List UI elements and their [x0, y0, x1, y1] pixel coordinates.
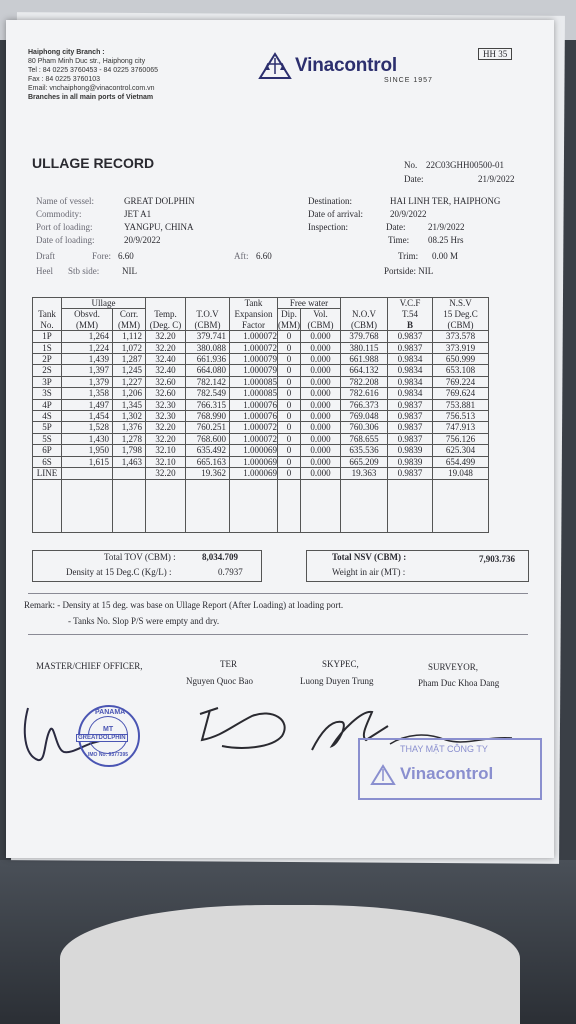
cell-tov: 782.549 — [186, 388, 230, 399]
header-cbm3: (CBM) — [341, 320, 388, 331]
cell-nov: 635.536 — [341, 445, 388, 456]
cell-dip: 0 — [278, 399, 301, 410]
cell-tank: LINE — [33, 468, 62, 479]
arrival-value: 20/9/2022 — [390, 209, 427, 219]
cell-factor: 1.000079 — [230, 354, 278, 365]
table-header-row-1 — [33, 298, 489, 309]
cell-vol: 0.000 — [301, 399, 341, 410]
table-row — [33, 365, 489, 376]
cell-vcf: 0.9839 — [388, 456, 433, 467]
cell-nov: 766.373 — [341, 399, 388, 410]
header-free-water: Free water — [278, 298, 341, 309]
vessel-value: GREAT DOLPHIN — [124, 196, 195, 206]
cell-vcf: 0.9834 — [388, 354, 433, 365]
cell-vol: 0.000 — [301, 456, 341, 467]
cell-vol: 0.000 — [301, 433, 341, 444]
aft-value: 6.60 — [256, 251, 272, 261]
cell-nov: 769.048 — [341, 411, 388, 422]
cell-tov: 766.315 — [186, 399, 230, 410]
cell-nov: 760.306 — [341, 422, 388, 433]
cell-tov: 380.088 — [186, 342, 230, 353]
header-tank: Tank — [33, 309, 62, 320]
cell-tank: 1P — [33, 331, 62, 342]
cell-nsv: 653.108 — [433, 365, 489, 376]
cell-dip: 0 — [278, 445, 301, 456]
cell-obsvd: 1,430 — [62, 433, 113, 444]
header-temp: Temp. — [146, 309, 186, 320]
cell-obsvd: 1,224 — [62, 342, 113, 353]
cell-nov: 380.115 — [341, 342, 388, 353]
table-row — [33, 376, 489, 387]
table-row — [33, 468, 489, 479]
insp-date-value: 21/9/2022 — [428, 222, 465, 232]
remark-line-2: - Tanks No. Slop P/S were empty and dry. — [68, 616, 220, 626]
cell-corr: 1,206 — [113, 388, 146, 399]
cell-factor: 1.000079 — [230, 365, 278, 376]
cell-corr: 1,245 — [113, 365, 146, 376]
table-row — [33, 422, 489, 433]
cell-vol: 0.000 — [301, 468, 341, 479]
cell-corr: 1,376 — [113, 422, 146, 433]
cell-factor: 1.000085 — [230, 388, 278, 399]
trim-value: 0.00 M — [432, 251, 459, 261]
header-cbm1: (CBM) — [186, 320, 230, 331]
stamp-mt: MT — [103, 726, 114, 733]
header-degc: (Deg. C) — [146, 320, 186, 331]
cell-vol: 0.000 — [301, 331, 341, 342]
cell-tov: 664.080 — [186, 365, 230, 376]
cell-temp: 32.40 — [146, 354, 186, 365]
cell-tov: 782.142 — [186, 376, 230, 387]
cell-obsvd: 1,379 — [62, 376, 113, 387]
cell-tov: 661.936 — [186, 354, 230, 365]
header-nov: N.O.V — [341, 309, 388, 320]
cell-temp: 32.10 — [146, 445, 186, 456]
cell-obsvd — [62, 468, 113, 479]
cell-temp: 32.30 — [146, 411, 186, 422]
cell-obsvd: 1,615 — [62, 456, 113, 467]
page-title: ULLAGE RECORD — [32, 155, 155, 171]
cell-corr: 1,798 — [113, 445, 146, 456]
table-row — [33, 456, 489, 467]
cell-dip: 0 — [278, 354, 301, 365]
cell-vol: 0.000 — [301, 411, 341, 422]
stamp-rect-brand: Vinacontrol — [400, 764, 494, 783]
cell-vol: 0.000 — [301, 445, 341, 456]
cell-tov: 768.990 — [186, 411, 230, 422]
doc-no-value: 22C03GHH00500-01 — [426, 160, 504, 170]
cell-vcf: 0.9834 — [388, 376, 433, 387]
doc-date-label: Date: — [404, 174, 424, 184]
table-row — [33, 411, 489, 422]
header-ullage: Ullage — [62, 298, 146, 309]
cell-dip: 0 — [278, 331, 301, 342]
header-temp-blank — [146, 298, 186, 309]
cell-corr: 1,072 — [113, 342, 146, 353]
cell-temp: 32.20 — [146, 468, 186, 479]
stamp-rect-top: THAY MẶT CÔNG TY — [400, 744, 488, 754]
header-t54: T.54 — [388, 309, 433, 320]
cell-dip: 0 — [278, 388, 301, 399]
stamp-panama: PANAMA — [95, 709, 126, 716]
table-row — [33, 433, 489, 444]
vinacontrol-stamp — [358, 738, 542, 800]
cell-vcf: 0.9837 — [388, 468, 433, 479]
cell-dip: 0 — [278, 376, 301, 387]
header-no: No. — [33, 320, 62, 331]
branch-title: Haiphong city Branch : — [28, 49, 105, 56]
table-row — [33, 445, 489, 456]
arrival-label: Date of arrival: — [308, 209, 363, 219]
ter-name: Nguyen Quoc Bao — [186, 676, 253, 686]
cell-nov: 768.655 — [341, 433, 388, 444]
cell-tank: 3S — [33, 388, 62, 399]
cell-factor: 1.000069 — [230, 445, 278, 456]
cell-nov: 19.363 — [341, 468, 388, 479]
stb-value: NIL — [122, 266, 137, 276]
header-tank-blank — [33, 298, 62, 309]
cell-obsvd: 1,497 — [62, 399, 113, 410]
port-label: Port of loading: — [36, 222, 93, 232]
cell-vcf: 0.9837 — [388, 399, 433, 410]
table-blank-row — [33, 479, 489, 532]
cell-temp: 32.30 — [146, 399, 186, 410]
ullage-table — [32, 297, 489, 533]
cell-vol: 0.000 — [301, 388, 341, 399]
portside-label: Portside: NIL — [384, 266, 434, 276]
skypec-name: Luong Duyen Trung — [300, 676, 374, 686]
header-corr: Corr. — [113, 309, 146, 320]
header-nov-blank — [341, 298, 388, 309]
cell-obsvd: 1,264 — [62, 331, 113, 342]
cell-tank: 5P — [33, 422, 62, 433]
cell-temp: 32.20 — [146, 422, 186, 433]
table-row — [33, 331, 489, 342]
cell-temp: 32.20 — [146, 433, 186, 444]
cell-vol: 0.000 — [301, 354, 341, 365]
cell-vcf: 0.9839 — [388, 445, 433, 456]
doc-date-value: 21/9/2022 — [478, 174, 515, 184]
table-row — [33, 342, 489, 353]
remark-divider-bottom — [28, 634, 528, 635]
density-label: Density at 15 Deg.C (Kg/L) : — [66, 567, 172, 577]
draft-label: Draft — [36, 251, 55, 261]
cell-corr: 1,463 — [113, 456, 146, 467]
cell-dip: 0 — [278, 422, 301, 433]
cell-factor: 1.000069 — [230, 468, 278, 479]
cell-vol: 0.000 — [301, 376, 341, 387]
vinacontrol-logo-icon — [258, 52, 292, 80]
cell-tank: 3P — [33, 376, 62, 387]
cell-nov: 664.132 — [341, 365, 388, 376]
aft-label: Aft: — [234, 251, 249, 261]
cell-factor: 1.000069 — [230, 456, 278, 467]
cell-corr: 1,227 — [113, 376, 146, 387]
table-header-row-2 — [33, 309, 489, 320]
cell-corr: 1,278 — [113, 433, 146, 444]
table-row — [33, 399, 489, 410]
header-dip: Dip. — [278, 309, 301, 320]
cell-vcf: 0.9837 — [388, 331, 433, 342]
header-b: B — [388, 320, 433, 331]
cell-vcf: 0.9834 — [388, 388, 433, 399]
cell-factor: 1.000076 — [230, 411, 278, 422]
surveyor-name: Pham Duc Khoa Dang — [418, 678, 500, 688]
cell-tank: 6P — [33, 445, 62, 456]
table-header-row-3 — [33, 320, 489, 331]
cell-obsvd: 1,358 — [62, 388, 113, 399]
header-obsvd: Obsvd. — [62, 309, 113, 320]
header-mm3: (MM) — [278, 319, 300, 330]
cell-corr: 1,345 — [113, 399, 146, 410]
header-nsv: N.S.V — [433, 298, 489, 309]
cell-tov: 19.362 — [186, 468, 230, 479]
cell-tank: 1S — [33, 342, 62, 353]
cell-dip: 0 — [278, 433, 301, 444]
cell-tank: 2P — [33, 354, 62, 365]
heel-label: Heel — [36, 266, 53, 276]
ter-label: TER — [220, 659, 237, 669]
header-cbm4: (CBM) — [433, 320, 489, 331]
brand-name: Vinacontrol — [295, 55, 397, 76]
total-tov-value: 8,034.709 — [202, 552, 238, 562]
cell-dip: 0 — [278, 456, 301, 467]
cell-obsvd: 1,397 — [62, 365, 113, 376]
destination-label: Destination: — [308, 196, 352, 206]
form-number: HH 35 — [478, 48, 512, 60]
header-cbm2: (CBM) — [301, 320, 341, 331]
total-tov-label: Total TOV (CBM) : — [104, 552, 176, 562]
branch-address: 80 Pham Minh Duc str., Haiphong city — [28, 58, 146, 65]
cell-vcf: 0.9837 — [388, 422, 433, 433]
cell-nov: 379.768 — [341, 331, 388, 342]
cell-tov: 635.492 — [186, 445, 230, 456]
cell-nsv: 654.499 — [433, 456, 489, 467]
cell-factor: 1.000072 — [230, 422, 278, 433]
cell-nsv: 747.913 — [433, 422, 489, 433]
cell-temp: 32.20 — [146, 342, 186, 353]
cell-temp: 32.60 — [146, 376, 186, 387]
cell-nov: 665.209 — [341, 456, 388, 467]
header-tov-blank — [186, 298, 230, 309]
master-label: MASTER/CHIEF OFFICER, — [36, 661, 143, 671]
header-mm2: (MM) — [113, 320, 146, 331]
insp-date-label: Date: — [386, 222, 406, 232]
cell-vcf: 0.9837 — [388, 433, 433, 444]
cell-dip: 0 — [278, 365, 301, 376]
fore-label: Fore: — [92, 251, 111, 261]
cell-vcf: 0.9834 — [388, 365, 433, 376]
brand-since: SINCE 1957 — [384, 77, 433, 84]
time-value: 08.25 Hrs — [428, 235, 464, 245]
cell-obsvd: 1,528 — [62, 422, 113, 433]
cell-tov: 768.600 — [186, 433, 230, 444]
vessel-label: Name of vessel: — [36, 196, 94, 206]
cell-tov: 665.163 — [186, 456, 230, 467]
branch-ports: Branches in all main ports of Vietnam — [28, 94, 154, 101]
cell-dip: 0 — [278, 342, 301, 353]
header-mm1: (MM) — [62, 320, 113, 331]
cell-tov: 760.251 — [186, 422, 230, 433]
density-value: 0.7937 — [218, 567, 243, 577]
trim-label: Trim: — [398, 251, 419, 261]
header-tov: T.O.V — [186, 309, 230, 320]
remark-line-1: Remark: - Density at 15 deg. was base on Ullage Report (After Loading) at loading port. — [24, 600, 344, 610]
cell-tank: 5S — [33, 433, 62, 444]
cell-temp: 32.60 — [146, 388, 186, 399]
cell-factor: 1.000072 — [230, 331, 278, 342]
stamp-imo: IMO No: 9377395 — [88, 752, 129, 758]
cell-nsv: 650.999 — [433, 354, 489, 365]
cell-nsv: 19.048 — [433, 468, 489, 479]
doc-no-label: No. — [404, 160, 418, 170]
cell-dip: 0 — [278, 468, 301, 479]
loading-date-value: 20/9/2022 — [124, 235, 161, 245]
table-row — [33, 388, 489, 399]
cell-obsvd: 1,439 — [62, 354, 113, 365]
cell-corr — [113, 468, 146, 479]
cell-nov: 782.616 — [341, 388, 388, 399]
cell-temp: 32.20 — [146, 331, 186, 342]
remark-divider-top — [28, 593, 528, 594]
cell-vol: 0.000 — [301, 422, 341, 433]
cell-tank: 4S — [33, 411, 62, 422]
cell-temp: 32.40 — [146, 365, 186, 376]
cell-factor: 1.000072 — [230, 433, 278, 444]
cell-factor: 1.000085 — [230, 376, 278, 387]
loading-date-label: Date of loading: — [36, 235, 95, 245]
table-row — [33, 354, 489, 365]
cell-obsvd: 1,950 — [62, 445, 113, 456]
cell-nsv: 769.224 — [433, 376, 489, 387]
cell-nsv: 753.881 — [433, 399, 489, 410]
total-nsv-value: 7,903.736 — [479, 554, 515, 564]
inspection-label: Inspection: — [308, 222, 348, 232]
cell-vol: 0.000 — [301, 365, 341, 376]
cell-nsv: 756.513 — [433, 411, 489, 422]
cell-obsvd: 1,454 — [62, 411, 113, 422]
cell-factor: 1.000076 — [230, 399, 278, 410]
cell-tank: 4P — [33, 399, 62, 410]
header-vol: Vol. — [301, 309, 341, 320]
cell-nsv: 769.624 — [433, 388, 489, 399]
cell-tov: 379.741 — [186, 331, 230, 342]
stamp-ship-name: GREATDOLPHIN — [78, 735, 126, 741]
ullage-rows — [33, 331, 489, 479]
cell-corr: 1,287 — [113, 354, 146, 365]
branch-block — [28, 48, 158, 102]
stamp-logo-icon — [370, 764, 396, 786]
cell-tank: 2S — [33, 365, 62, 376]
cell-nsv: 373.578 — [433, 331, 489, 342]
ter-signature-icon — [192, 696, 302, 756]
cell-nsv: 625.304 — [433, 445, 489, 456]
cell-vcf: 0.9837 — [388, 411, 433, 422]
branch-tel: Tel : 84 0225 3760453 - 84 0225 3760065 — [28, 67, 159, 74]
branch-email: Email: vnchaiphong@vinacontrol.com.vn — [28, 85, 155, 92]
ullage-record-sheet — [6, 20, 554, 858]
cell-temp: 32.10 — [146, 456, 186, 467]
header-vcf: V.C.F — [388, 298, 433, 309]
header-expansion: Expansion — [230, 309, 278, 320]
cell-vcf: 0.9837 — [388, 342, 433, 353]
cell-nsv: 756.126 — [433, 433, 489, 444]
cell-vol: 0.000 — [301, 342, 341, 353]
port-value: YANGPU, CHINA — [124, 222, 194, 232]
cell-corr: 1,112 — [113, 331, 146, 342]
total-nsv-label: Total NSV (CBM) : — [332, 552, 407, 562]
surveyor-label: SURVEYOR, — [428, 662, 479, 672]
cell-nsv: 373.919 — [433, 342, 489, 353]
branch-fax: Fax : 84 0225 3760103 — [28, 76, 101, 83]
cloth-background — [60, 905, 520, 1024]
cell-nov: 661.988 — [341, 354, 388, 365]
header-deg15: 15 Deg.C — [433, 309, 489, 320]
destination-value: HAI LINH TER, HAIPHONG — [390, 196, 501, 206]
commodity-value: JET A1 — [124, 209, 152, 219]
header-tank2: Tank — [230, 298, 278, 309]
stb-label: Stb side: — [68, 266, 100, 276]
commodity-label: Commodity: — [36, 209, 82, 219]
cell-factor: 1.000072 — [230, 342, 278, 353]
ship-stamp — [78, 705, 140, 767]
cell-dip: 0 — [278, 411, 301, 422]
cell-nov: 782.208 — [341, 376, 388, 387]
skypec-label: SKYPEC, — [322, 659, 359, 669]
cell-corr: 1,302 — [113, 411, 146, 422]
header-factor: Factor — [230, 320, 278, 331]
cell-tank: 6S — [33, 456, 62, 467]
weight-label: Weight in air (MT) : — [332, 567, 406, 577]
time-label: Time: — [388, 235, 410, 245]
fore-value: 6.60 — [118, 251, 134, 261]
